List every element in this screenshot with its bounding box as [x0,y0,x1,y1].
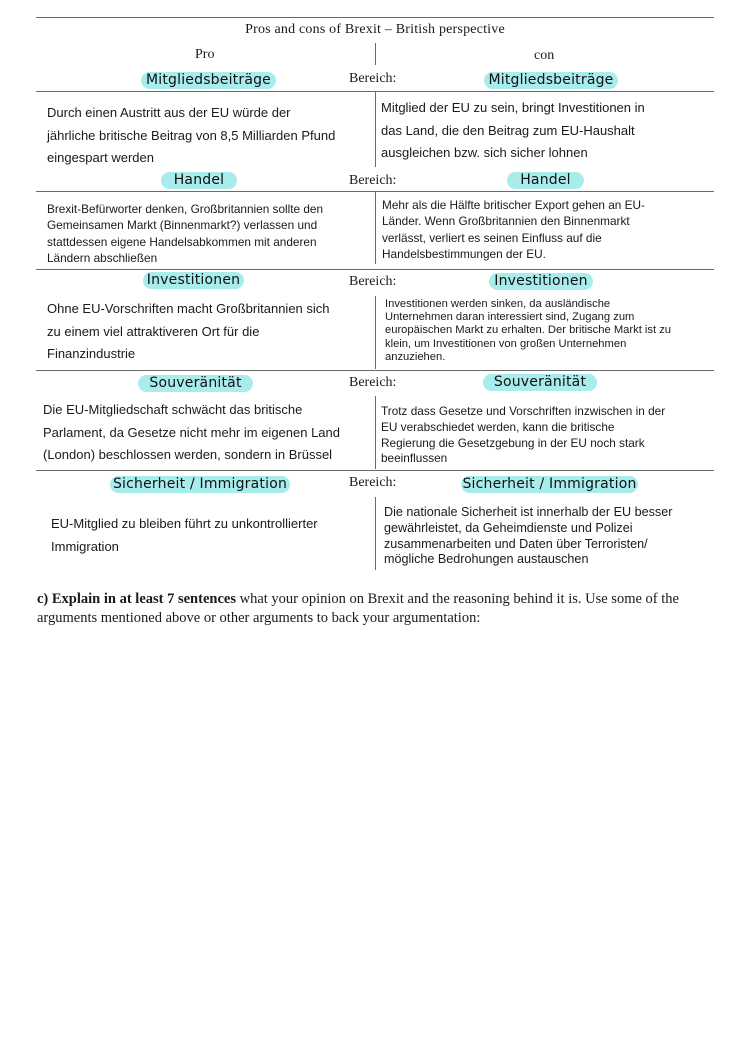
task-prompt [37,590,717,628]
text-line: Investitionen werden sinken, da ausländische [385,298,611,310]
text-line: Die EU-Mitgliedschaft schwächt das britische [43,402,303,417]
text-line: gewährleistet, da Geheimdienste und Polizei [384,520,633,535]
bereich-label: Bereich: [349,274,397,289]
text-line: Parlament, da Gesetze nicht mehr im eigenen Land [43,424,341,440]
row-divider [36,370,714,371]
bereich-label: Bereich: [349,71,397,86]
category-highlight-con: Mitgliedsbeiträge [484,72,618,89]
text-line: klein, um Investitionen von großen Unternehmen [385,337,627,350]
task-label: c) Explain in at least 7 sentences [37,591,236,607]
category-highlight-pro: Sicherheit / Immigration [110,476,290,493]
text-line: Mehr als die Hälfte britischer Export gehen an EU- [382,198,645,212]
page-title: Pros and cons of Brexit – British perspective [245,22,505,37]
row-divider [36,470,714,471]
column-header-pro: Pro [195,47,215,62]
text-line: anzuziehen. [385,350,446,363]
pro-argument [47,201,323,266]
column-divider [375,296,376,369]
con-argument [385,298,671,364]
text-line: Trotz dass Gesetze und Vorschriften inzwischen in der [381,404,666,418]
text-line: das Land, die den Beitrag zum EU-Haushalt [381,122,635,138]
top-rule [36,17,714,18]
column-divider [375,396,376,469]
con-argument [381,97,645,165]
column-divider [375,497,376,570]
con-argument [381,404,665,467]
bereich-label: Bereich: [349,475,397,490]
text-line: Gemeinsamen Markt (Binnenmarkt?) verlassen und [47,218,318,233]
text-line: Immigration [51,538,119,554]
text-line: Ländern abschließen [47,250,158,265]
text-line: Mitglied der EU zu sein, bringt Investitionen in [381,100,645,115]
text-line: zu einem viel attraktiveren Ort für die [47,323,260,339]
column-header-con: con [534,48,555,63]
text-line: (London) beschlossen werden, sondern in Brüssel [43,447,333,462]
category-highlight-pro: Investitionen [143,272,244,289]
text-line: EU verabschiedet werden, kann die britische [381,419,615,434]
text-line: Ohne EU-Vorschriften macht Großbritannien sich [47,301,330,316]
row-divider [36,269,714,270]
text-line: verlässt, verliert es seinen Einfluss auf die [382,230,602,245]
text-line: Finanzindustrie [47,346,136,361]
task-text: what your opinion on Brexit and the reasoning behind it is. Use some of the arguments mentioned above or other arguments to back your argumentation: [37,591,679,626]
text-line: mögliche Bedrohungen austauschen [384,552,589,567]
text-line: ausgleichen bzw. sich sicher lohnen [381,145,588,160]
pro-argument [43,399,340,467]
text-line: Länder. Wenn Großbritannien den Binnenmarkt [382,214,630,229]
text-line: zusammenarbeiten und Daten über Terroristen/ [384,536,648,551]
text-line: Regierung die Gesetzgebung in der EU noch stark [381,435,645,450]
text-line: europäischen Markt zu erhalten. Der britische Markt ist zu [385,324,672,337]
text-line: jährliche britische Beitrag von 8,5 Milliarden Pfund [47,127,336,143]
category-highlight-con: Investitionen [489,273,593,290]
text-line: Unternehmen daran interessiert sind, Zugang zum [385,311,635,324]
category-highlight-con: Sicherheit / Immigration [462,476,637,492]
text-line: stattdessen eigene Handelsabkommen mit anderen [47,234,317,249]
con-argument [384,505,672,568]
category-highlight-con: Handel [507,172,584,189]
category-highlight-con: Souveränität [483,374,597,391]
column-divider [375,92,376,167]
pro-argument [51,513,318,558]
column-divider [375,192,376,264]
text-line: eingespart werden [47,150,154,165]
bereich-label: Bereich: [349,375,397,390]
text-line: Brexit-Befürworter denken, Großbritannien sollte den [47,202,324,216]
bereich-label: Bereich: [349,173,397,188]
category-highlight-pro: Handel [161,172,237,189]
category-highlight-pro: Mitgliedsbeiträge [141,72,276,89]
pro-argument [47,102,335,170]
text-line: EU-Mitglied zu bleiben führt zu unkontrollierter [51,516,318,531]
category-highlight-pro: Souveränität [138,375,253,392]
text-line: Handelsbestimmungen der EU. [382,246,546,261]
con-argument [382,197,645,262]
column-divider [375,43,376,65]
text-line: Durch einen Austritt aus der EU würde der [47,105,291,120]
text-line: beeinflussen [381,451,448,466]
text-line: Die nationale Sicherheit ist innerhalb der EU besser [384,505,673,519]
pro-argument [47,298,330,366]
